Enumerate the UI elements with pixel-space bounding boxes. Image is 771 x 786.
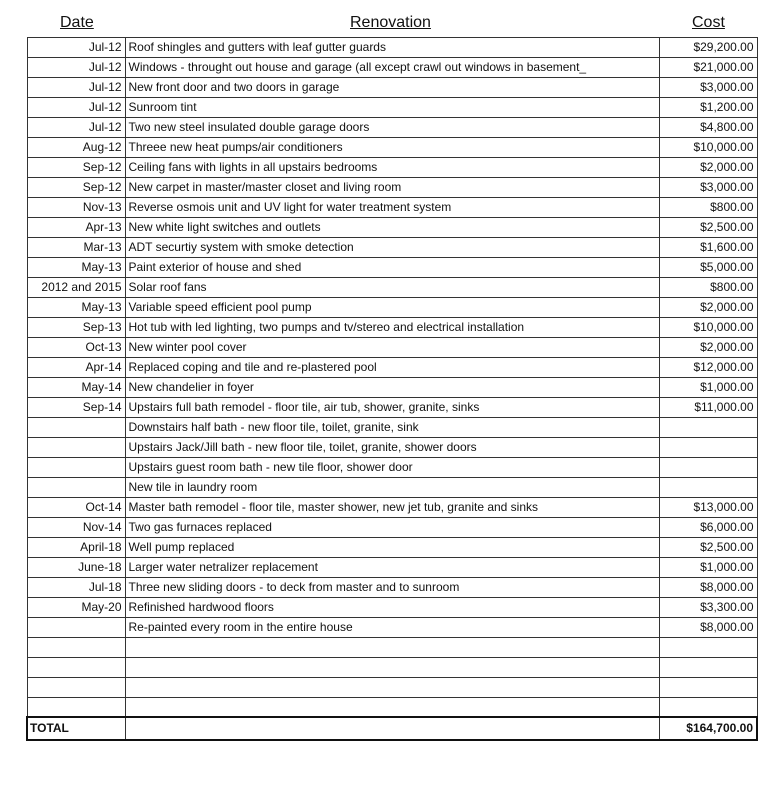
renovation-cell: New chandelier in foyer [125, 378, 659, 398]
table-row [27, 418, 757, 438]
table-row [27, 258, 757, 278]
table-row [27, 677, 757, 697]
date-cell: Sep-14 [27, 398, 125, 418]
cost-cell: $1,000.00 [659, 378, 757, 398]
table-row [27, 498, 757, 518]
cost-cell [659, 478, 757, 498]
date-cell: 2012 and 2015 [27, 278, 125, 298]
table-row [27, 578, 757, 598]
renovation-cell: Threee new heat pumps/air conditioners [125, 138, 659, 158]
date-cell: May-20 [27, 598, 125, 618]
renovation-cell: Windows - throught out house and garage (all except crawl out windows in basement_ [125, 58, 659, 78]
date-cell: Oct-13 [27, 338, 125, 358]
renovation-cell: New front door and two doors in garage [125, 78, 659, 98]
cost-cell: $1,000.00 [659, 558, 757, 578]
table-row [27, 78, 757, 98]
table-body [27, 38, 757, 718]
cost-cell: $1,200.00 [659, 98, 757, 118]
renovation-cell: Two gas furnaces replaced [125, 518, 659, 538]
table-row [27, 158, 757, 178]
renovation-cell: New carpet in master/master closet and living room [125, 178, 659, 198]
table-row [27, 558, 757, 578]
table-row [27, 238, 757, 258]
cost-cell: $2,000.00 [659, 338, 757, 358]
cost-column-header: Cost [692, 14, 725, 31]
table-row [27, 538, 757, 558]
cost-cell: $6,000.00 [659, 518, 757, 538]
renovation-cell: Re-painted every room in the entire house [125, 618, 659, 638]
renovation-cell [125, 697, 659, 717]
renovation-cell: ADT securtiy system with smoke detection [125, 238, 659, 258]
cost-cell: $2,000.00 [659, 158, 757, 178]
table-row [27, 118, 757, 138]
renovation-cell [125, 638, 659, 658]
date-cell: Nov-14 [27, 518, 125, 538]
table-row [27, 438, 757, 458]
cost-cell: $12,000.00 [659, 358, 757, 378]
renovation-cell [125, 657, 659, 677]
date-cell: Nov-13 [27, 198, 125, 218]
cost-cell: $10,000.00 [659, 318, 757, 338]
date-column-header: Date [60, 14, 94, 31]
table-row [27, 458, 757, 478]
cost-cell: $5,000.00 [659, 258, 757, 278]
table-row [27, 298, 757, 318]
cost-cell: $21,000.00 [659, 58, 757, 78]
renovation-cell: Upstairs guest room bath - new tile floor, shower door [125, 458, 659, 478]
renovation-cell: Master bath remodel - floor tile, master shower, new jet tub, granite and sinks [125, 498, 659, 518]
date-cell: Jul-12 [27, 58, 125, 78]
table-row [27, 38, 757, 58]
renovation-cell: New winter pool cover [125, 338, 659, 358]
date-cell: May-14 [27, 378, 125, 398]
cost-cell [659, 697, 757, 717]
cost-cell: $4,800.00 [659, 118, 757, 138]
renovation-cell: New white light switches and outlets [125, 218, 659, 238]
date-cell [27, 697, 125, 717]
table-row [27, 697, 757, 717]
cost-cell [659, 438, 757, 458]
cost-cell: $11,000.00 [659, 398, 757, 418]
date-cell [27, 618, 125, 638]
date-cell: Apr-13 [27, 218, 125, 238]
table-row [27, 618, 757, 638]
table-row [27, 638, 757, 658]
renovation-cell: Replaced coping and tile and re-plastered pool [125, 358, 659, 378]
cost-cell: $1,600.00 [659, 238, 757, 258]
date-cell: Jul-18 [27, 578, 125, 598]
renovation-cell [125, 677, 659, 697]
cost-cell: $8,000.00 [659, 618, 757, 638]
date-cell [27, 657, 125, 677]
date-cell: Sep-12 [27, 178, 125, 198]
cost-cell: $29,200.00 [659, 38, 757, 58]
renovation-cell: Paint exterior of house and shed [125, 258, 659, 278]
date-cell: Jul-12 [27, 118, 125, 138]
cost-cell [659, 458, 757, 478]
cost-cell [659, 657, 757, 677]
date-cell [27, 638, 125, 658]
date-cell: Oct-14 [27, 498, 125, 518]
cost-cell: $800.00 [659, 278, 757, 298]
table-row [27, 218, 757, 238]
table-row [27, 278, 757, 298]
cost-cell: $8,000.00 [659, 578, 757, 598]
renovation-cell: Three new sliding doors - to deck from master and to sunroom [125, 578, 659, 598]
table-row [27, 178, 757, 198]
table-row [27, 398, 757, 418]
renovation-cell: Two new steel insulated double garage doors [125, 118, 659, 138]
renovation-cell: Downstairs half bath - new floor tile, toilet, granite, sink [125, 418, 659, 438]
table-row [27, 518, 757, 538]
renovation-cell: New tile in laundry room [125, 478, 659, 498]
date-cell: Sep-13 [27, 318, 125, 338]
date-cell: Jul-12 [27, 38, 125, 58]
cost-cell [659, 418, 757, 438]
cost-cell: $2,500.00 [659, 538, 757, 558]
table-row [27, 318, 757, 338]
cost-cell: $800.00 [659, 198, 757, 218]
renovation-cell: Well pump replaced [125, 538, 659, 558]
date-cell: Mar-13 [27, 238, 125, 258]
date-cell: June-18 [27, 558, 125, 578]
renovation-cell: Solar roof fans [125, 278, 659, 298]
renovation-cell: Larger water netralizer replacement [125, 558, 659, 578]
table-row [27, 98, 757, 118]
table-row [27, 338, 757, 358]
date-cell: Sep-12 [27, 158, 125, 178]
total-cost: $164,700.00 [659, 717, 757, 740]
cost-cell: $3,000.00 [659, 178, 757, 198]
renovation-cell: Upstairs Jack/Jill bath - new floor tile, toilet, granite, shower doors [125, 438, 659, 458]
renovation-cell: Variable speed efficient pool pump [125, 298, 659, 318]
cost-cell [659, 638, 757, 658]
total-row [27, 717, 757, 740]
date-cell: May-13 [27, 298, 125, 318]
renovation-cell: Reverse osmois unit and UV light for water treatment system [125, 198, 659, 218]
table-row [27, 198, 757, 218]
renovation-table [26, 37, 758, 741]
table-row [27, 657, 757, 677]
renovation-column-header: Renovation [350, 14, 431, 31]
date-cell: Aug-12 [27, 138, 125, 158]
cost-cell: $13,000.00 [659, 498, 757, 518]
renovation-cell: Roof shingles and gutters with leaf gutter guards [125, 38, 659, 58]
date-cell: Jul-12 [27, 98, 125, 118]
date-cell [27, 478, 125, 498]
renovation-cell: Sunroom tint [125, 98, 659, 118]
table-row [27, 378, 757, 398]
cost-cell: $2,500.00 [659, 218, 757, 238]
cost-cell [659, 677, 757, 697]
table-row [27, 478, 757, 498]
table-row [27, 598, 757, 618]
date-cell [27, 418, 125, 438]
table-row [27, 58, 757, 78]
table-row [27, 358, 757, 378]
table-row [27, 138, 757, 158]
cost-cell: $2,000.00 [659, 298, 757, 318]
date-cell [27, 438, 125, 458]
renovation-cell: Upstairs full bath remodel - floor tile, air tub, shower, granite, sinks [125, 398, 659, 418]
cost-cell: $3,300.00 [659, 598, 757, 618]
date-cell [27, 677, 125, 697]
cost-cell: $3,000.00 [659, 78, 757, 98]
renovation-cell: Refinished hardwood floors [125, 598, 659, 618]
total-spacer-cell [125, 717, 659, 740]
date-cell: May-13 [27, 258, 125, 278]
renovation-cell: Ceiling fans with lights in all upstairs bedrooms [125, 158, 659, 178]
date-cell: April-18 [27, 538, 125, 558]
renovation-cell: Hot tub with led lighting, two pumps and tv/stereo and electrical installation [125, 318, 659, 338]
cost-cell: $10,000.00 [659, 138, 757, 158]
total-label: TOTAL [27, 717, 125, 740]
date-cell: Jul-12 [27, 78, 125, 98]
date-cell [27, 458, 125, 478]
date-cell: Apr-14 [27, 358, 125, 378]
